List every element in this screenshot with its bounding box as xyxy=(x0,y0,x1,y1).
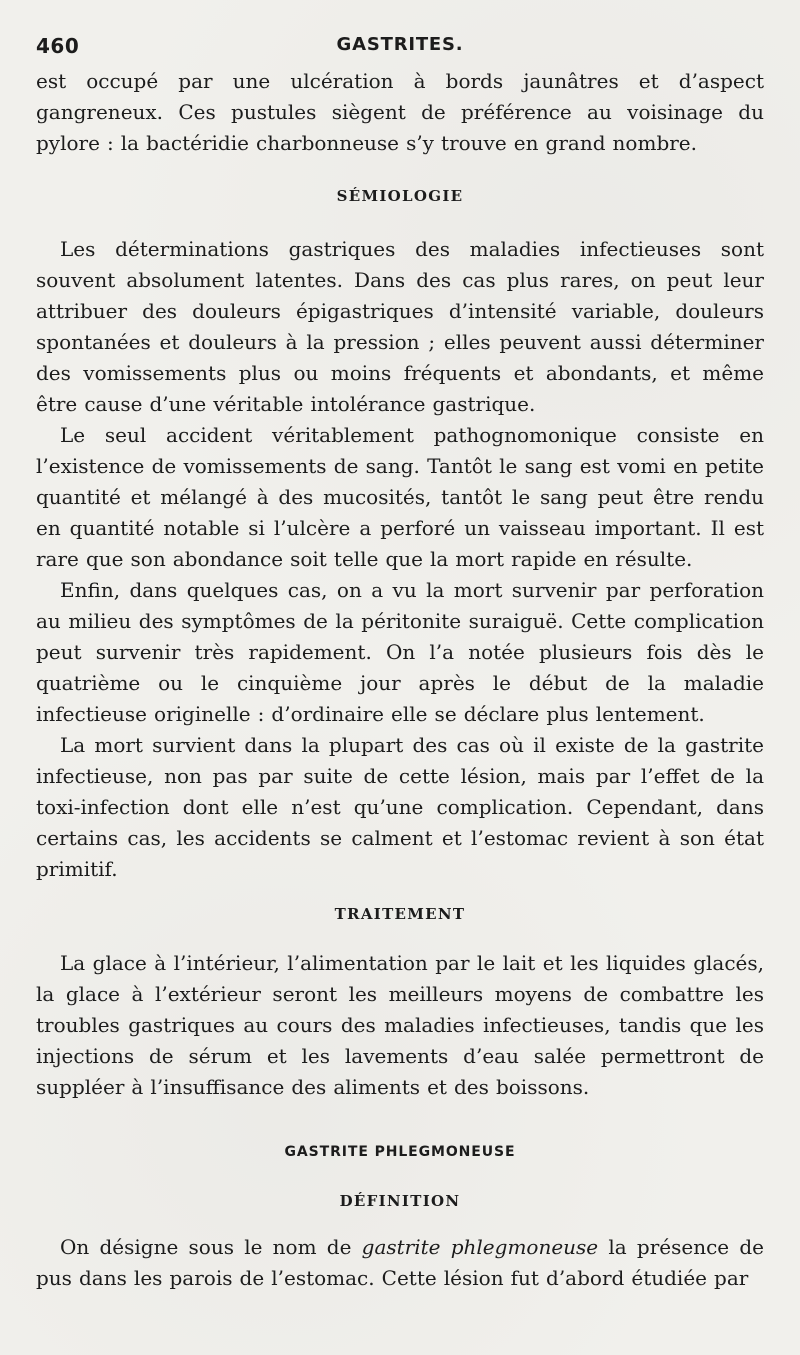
definition-paragraph xyxy=(36,1232,764,1294)
intro-paragraph: est occupé par une ulcération à bords jaunâtres et d’aspect gangreneux. Ces pustules siègent de préférence au voisinage du pylore : la bactéridie charbonneuse s’y trouve en grand nombre. xyxy=(36,69,764,155)
definition-paragraph-start: On désigne sous le nom de xyxy=(60,1235,362,1259)
semiologie-paragraph-4: La mort survient dans la plupart des cas où il existe de la gastrite infectieuse, non pas par suite de cette lésion, mais par l’effet de la toxi-infection dont elle n’est qu’une complication. Cependant, dans certains cas, les accidents se calment et l’estomac revient à son état primitif. xyxy=(36,733,764,881)
page-header xyxy=(36,26,764,66)
page-number: 460 xyxy=(36,34,80,58)
section-heading-definition: DÉFINITION xyxy=(339,1192,461,1210)
section-title-gastrite-phlegmoneuse: GASTRITE PHLEGMONEUSE xyxy=(284,1144,516,1160)
definition-term: gastrite phlegmoneuse xyxy=(361,1235,599,1259)
semiologie-paragraph-2: Le seul accident véritablement pathognomonique consiste en l’existence de vomissements de sang. Tantôt le sang est vomi en petite quantité et mélangé à des mucosités, tantôt le sang peut être rendu en quantité notable si l’ulcère a perforé un vaisseau important. Il est rare que son abondance soit telle que la mort rapide en résulte. xyxy=(36,423,764,571)
traitement-paragraph: La glace à l’intérieur, l’alimentation par le lait et les liquides glacés, la glace à l’extérieur seront les meilleurs moyens de combattre les troubles gastriques au cours des maladies infectieuses, tandis que les injections de sérum et les lavements d’eau salée permettront de suppléer à l’insuffisance des aliments et des boissons. xyxy=(36,951,764,1099)
section-heading-traitement: TRAITEMENT xyxy=(334,905,466,923)
body-text xyxy=(36,66,764,1294)
semiologie-paragraph-3: Enfin, dans quelques cas, on a vu la mort survenir par perforation au milieu des symptômes de la péritonite suraiguë. Cette complication peut survenir très rapidement. On l’a notée plusieurs fois dès le quatrième ou le cinquième jour après le début de la maladie infectieuse originelle : d’ordinaire elle se déclare plus lentement. xyxy=(36,578,764,726)
running-head: GASTRITES. xyxy=(336,34,464,55)
definition-paragraph-end: la présence de pus dans les parois de l’estomac. Cette lésion fut d’abord étudiée par xyxy=(36,1235,764,1290)
section-heading-semiologie: SÉMIOLOGIE xyxy=(336,187,464,205)
semiologie-paragraph-1: Les déterminations gastriques des maladies infectieuses sont souvent absolument latentes. Dans des cas plus rares, on peut leur attribuer des douleurs épigastriques d’intensité variable, douleurs spontanées et douleurs à la pression ; elles peuvent aussi déterminer des vomissements plus ou moins fréquents et abondants, et même être cause d’une véritable intolérance gastrique. xyxy=(36,237,764,416)
